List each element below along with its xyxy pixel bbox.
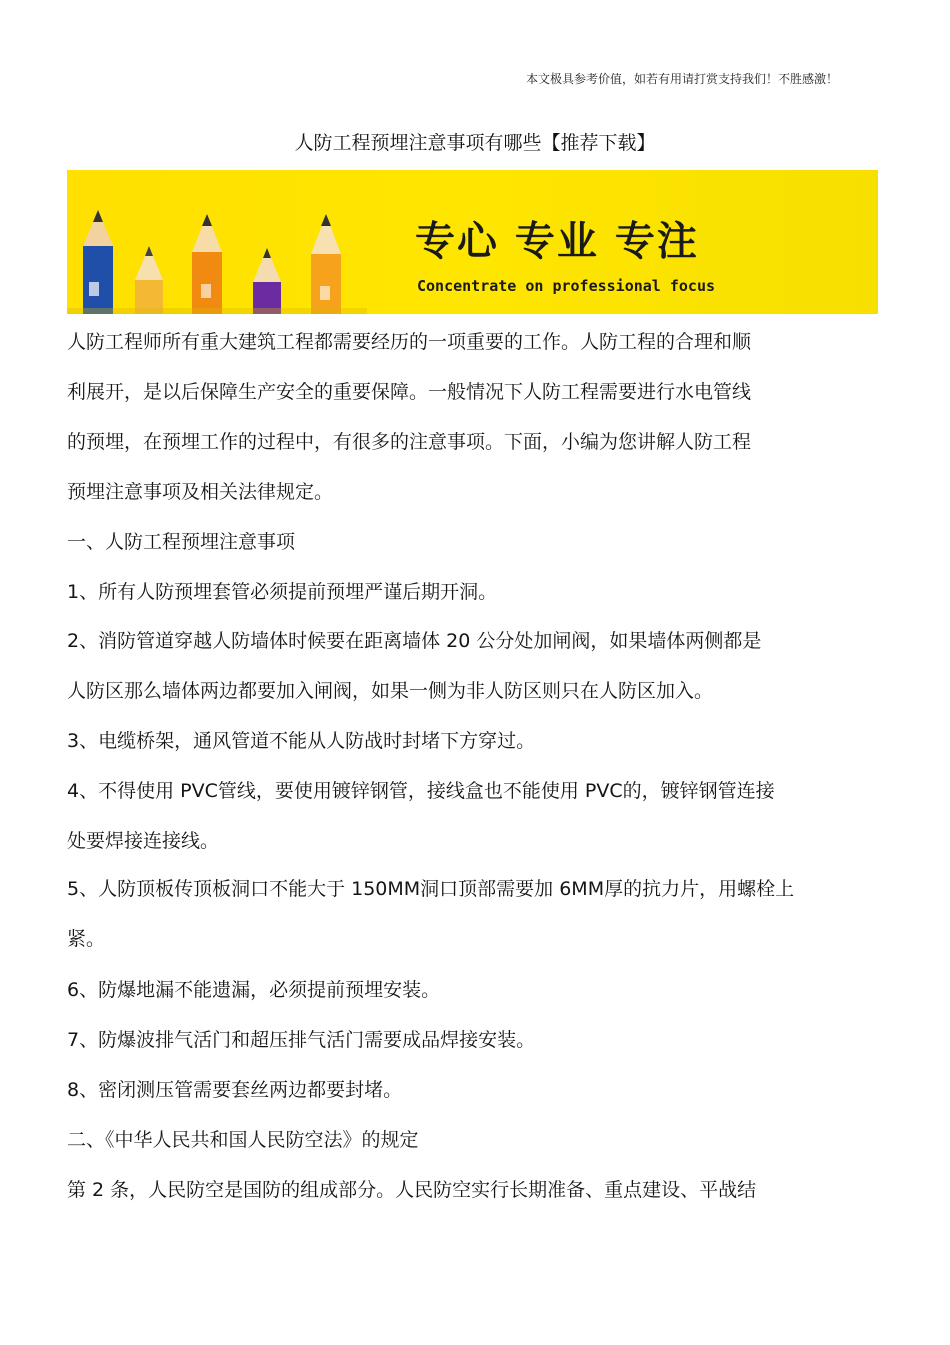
body-line: 7、防爆波排气活门和超压排气活门需要成品焊接安装。 bbox=[67, 1029, 536, 1051]
body-line: 利展开，是以后保障生产安全的重要保障。一般情况下人防工程需要进行水电管线 bbox=[67, 381, 752, 403]
pencil-blue-icon bbox=[83, 210, 113, 314]
body-line: 二、《中华人民共和国人民防空法》的规定 bbox=[67, 1129, 419, 1151]
body-line: 一、人防工程预埋注意事项 bbox=[67, 531, 296, 553]
body-line: 的预埋，在预埋工作的过程中，有很多的注意事项。下面，小编为您讲解人防工程 bbox=[67, 431, 752, 453]
body-line: 4、不得使用 PVC管线，要使用镀锌钢管，接线盒也不能使用 PVC的，镀锌钢管连接 bbox=[67, 780, 775, 802]
body-line: 人防工程师所有重大建筑工程都需要经历的一项重要的工作。人防工程的合理和顺 bbox=[67, 331, 752, 353]
body-line: 紧。 bbox=[67, 928, 106, 950]
body-line: 6、防爆地漏不能遗漏，必须提前预埋安装。 bbox=[67, 979, 441, 1001]
body-line: 2、消防管道穿越人防墙体时候要在距离墙体 20 公分处加闸阀，如果墙体两侧都是 bbox=[67, 630, 762, 652]
pencil-orange-icon bbox=[192, 214, 222, 314]
body-line: 人防区那么墙体两边都要加入闸阀，如果一侧为非人防区则只在人防区加入。 bbox=[67, 680, 714, 702]
banner-headline: 专心 专业 专注 bbox=[415, 218, 699, 265]
banner-image bbox=[67, 170, 878, 314]
body-line: 3、电缆桥架，通风管道不能从人防战时封堵下方穿过。 bbox=[67, 730, 536, 752]
body-line: 8、密闭测压管需要套丝两边都要封堵。 bbox=[67, 1079, 403, 1101]
body-line: 第 2 条，人民防空是国防的组成部分。人民防空实行长期准备、重点建设、平战结 bbox=[67, 1179, 757, 1201]
header-note: 本文极具参考价值，如若有用请打赏支持我们！不胜感激！ bbox=[525, 72, 838, 86]
body-line: 预埋注意事项及相关法律规定。 bbox=[67, 481, 334, 503]
pencil-purple-icon bbox=[253, 248, 281, 314]
pencil-yellow-icon bbox=[135, 246, 163, 314]
pencil-amber-icon bbox=[311, 214, 341, 314]
body-line: 5、人防顶板传顶板洞口不能大于 150MM洞口顶部需要加 6MM厚的抗力片，用螺栓上 bbox=[67, 878, 795, 900]
banner-tagline: Concentrate on professional focus bbox=[417, 277, 716, 295]
body-line: 1、所有人防预埋套管必须提前预埋严谨后期开洞。 bbox=[67, 581, 498, 603]
body-line: 处要焊接连接线。 bbox=[67, 830, 220, 852]
document-title: 人防工程预埋注意事项有哪些【推荐下载】 bbox=[294, 132, 656, 154]
